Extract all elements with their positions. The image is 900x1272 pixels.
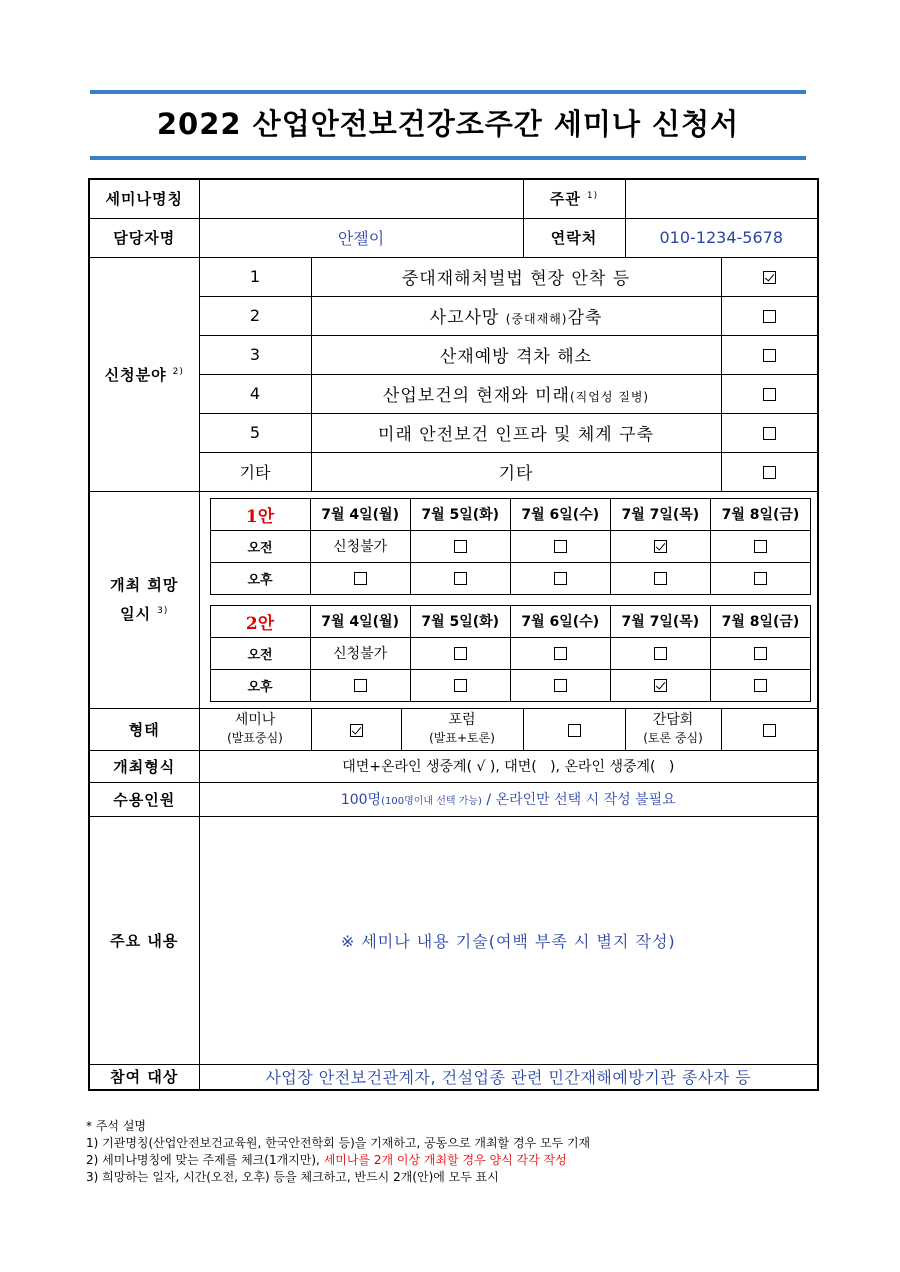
field-no: 기타 [199,452,311,491]
field-label: 신청분야 $^{2)}$ [89,257,199,491]
format-label: 형태 [89,708,199,750]
unavailable-cell: 신청불가 [310,637,410,669]
method-label: 개최형식 [89,750,199,782]
checkbox-icon[interactable] [754,540,767,553]
title-bottom-rule [90,156,806,160]
format-checkbox[interactable] [311,708,401,750]
schedule-checkbox[interactable] [410,530,510,562]
date-header: 7월 6일(수) [510,498,610,530]
checkbox-checked-icon[interactable] [654,679,667,692]
seminar-name-label: 세미나명칭 [89,179,199,218]
field-topic: 중대재해처벌법 현장 안착 등 [311,257,721,296]
field-topic: 사고사망 (중대재해)감축 [311,296,721,335]
schedule-checkbox[interactable] [510,669,610,701]
schedule-checkbox[interactable] [310,562,410,594]
field-no: 3 [199,335,311,374]
page-title: 2022 산업안전보건강조주간 세미나 신청서 [156,107,740,141]
checkbox-icon[interactable] [554,572,567,585]
checkbox-icon[interactable] [454,540,467,553]
capacity-label: 수용인원 [89,782,199,816]
field-checkbox[interactable] [721,413,818,452]
content-label: 주요 내용 [89,816,199,1064]
schedule-label: 개최 희망 일시 $^{3)}$ [89,491,199,708]
checkbox-icon[interactable] [754,647,767,660]
checkbox-icon[interactable] [754,572,767,585]
checkbox-icon[interactable] [654,647,667,660]
schedule-checkbox[interactable] [610,530,710,562]
checkbox-icon[interactable] [554,647,567,660]
checkbox-icon[interactable] [763,427,776,440]
date-header: 7월 8일(금) [710,605,810,637]
date-header: 7월 5일(화) [410,605,510,637]
schedule-checkbox[interactable] [710,669,810,701]
checkbox-icon[interactable] [763,310,776,323]
field-topic: 기타 [311,452,721,491]
unavailable-cell: 신청불가 [310,530,410,562]
plan-name: 1안 [210,498,310,530]
checkbox-icon[interactable] [554,679,567,692]
field-checkbox[interactable] [721,296,818,335]
field-no: 2 [199,296,311,335]
format-option: 세미나 (발표중심) [199,708,311,750]
field-topic: 산업보건의 현재와 미래(직업성 질병) [311,374,721,413]
schedule-plan-2 [210,605,812,702]
application-form [88,178,819,1091]
field-topic: 산재예방 격차 해소 [311,335,721,374]
time-label: 오후 [210,669,310,701]
checkbox-icon[interactable] [568,724,581,737]
checkbox-icon[interactable] [763,388,776,401]
schedule-checkbox[interactable] [510,562,610,594]
notes-heading: * 주석 설명 [86,1119,146,1133]
schedule-checkbox[interactable] [710,637,810,669]
target-label: 참여 대상 [89,1064,199,1090]
title-top-rule [90,90,806,94]
field-checkbox[interactable] [721,257,818,296]
schedule-checkbox[interactable] [410,669,510,701]
schedule-checkbox[interactable] [510,637,610,669]
content-field[interactable]: ※ 세미나 내용 기술(여백 부족 시 별지 작성) [199,816,818,1064]
schedule-checkbox[interactable] [610,669,710,701]
time-label: 오후 [210,562,310,594]
date-header: 7월 7일(목) [610,605,710,637]
plan-name: 2안 [210,605,310,637]
format-checkbox[interactable] [721,708,818,750]
title-bar [90,90,806,160]
schedule-checkbox[interactable] [710,562,810,594]
date-header: 7월 4일(월) [310,498,410,530]
checkbox-icon[interactable] [454,679,467,692]
schedule-checkbox[interactable] [410,562,510,594]
host-label: 주관 $^{1)}$ [523,179,625,218]
checkbox-icon[interactable] [763,349,776,362]
seminar-name-field[interactable] [199,179,523,218]
field-no: 5 [199,413,311,452]
schedule-checkbox[interactable] [510,530,610,562]
checkbox-icon[interactable] [354,572,367,585]
capacity-field[interactable]: 100명(100명이내 선택 가능) / 온라인만 선택 시 작성 불필요 [199,782,818,816]
checkbox-checked-icon[interactable] [763,271,776,284]
target-field[interactable]: 사업장 안전보건관계자, 건설업종 관련 민간재해예방기관 종사자 등 [199,1064,818,1090]
schedule-checkbox[interactable] [310,669,410,701]
contact-field[interactable]: 010-1234-5678 [625,218,818,257]
manager-field[interactable]: 안젤이 [199,218,523,257]
field-no: 4 [199,374,311,413]
note-1: 1) 기관명칭(산업안전보건교육원, 한국안전학회 등)을 기재하고, 공동으로 개최할 경우 모두 기재 [86,1136,591,1150]
field-checkbox[interactable] [721,374,818,413]
field-checkbox[interactable] [721,335,818,374]
notes [86,1118,806,1186]
contact-label: 연락처 [523,218,625,257]
date-header: 7월 8일(금) [710,498,810,530]
checkbox-icon[interactable] [354,679,367,692]
note-3: 3) 희망하는 일자, 시간(오전, 오후) 등을 체크하고, 반드시 2개(안)에 모두 표시 [86,1170,499,1184]
schedule-plan-1 [210,498,812,595]
field-no: 1 [199,257,311,296]
schedule-gap [210,595,812,605]
checkbox-icon[interactable] [763,466,776,479]
checkbox-icon[interactable] [554,540,567,553]
method-field[interactable]: 대면+온라인 생중계( √ ), 대면( ), 온라인 생중계( ) [199,750,818,782]
format-checkbox[interactable] [523,708,625,750]
time-label: 오전 [210,637,310,669]
checkbox-icon[interactable] [754,679,767,692]
checkbox-checked-icon[interactable] [654,540,667,553]
host-field[interactable] [625,179,818,218]
checkbox-icon[interactable] [654,572,667,585]
field-checkbox[interactable] [721,452,818,491]
manager-label: 담당자명 [89,218,199,257]
schedule-checkbox[interactable] [710,530,810,562]
format-option: 포럼 (발표+토론) [401,708,523,750]
time-label: 오전 [210,530,310,562]
field-topic: 미래 안전보건 인프라 및 체계 구축 [311,413,721,452]
date-header: 7월 5일(화) [410,498,510,530]
schedule-area [199,491,818,708]
schedule-checkbox[interactable] [610,562,710,594]
format-option: 간담회 (토론 중심) [625,708,721,750]
date-header: 7월 7일(목) [610,498,710,530]
checkbox-icon[interactable] [763,724,776,737]
checkbox-icon[interactable] [454,572,467,585]
checkbox-checked-icon[interactable] [350,724,363,737]
schedule-checkbox[interactable] [410,637,510,669]
note-2: 2) 세미나명칭에 맞는 주제를 체크(1개지만), 세미나를 2개 이상 개최할 경우 양식 각각 작성 [86,1153,567,1167]
date-header: 7월 4일(월) [310,605,410,637]
date-header: 7월 6일(수) [510,605,610,637]
schedule-checkbox[interactable] [610,637,710,669]
checkbox-icon[interactable] [454,647,467,660]
